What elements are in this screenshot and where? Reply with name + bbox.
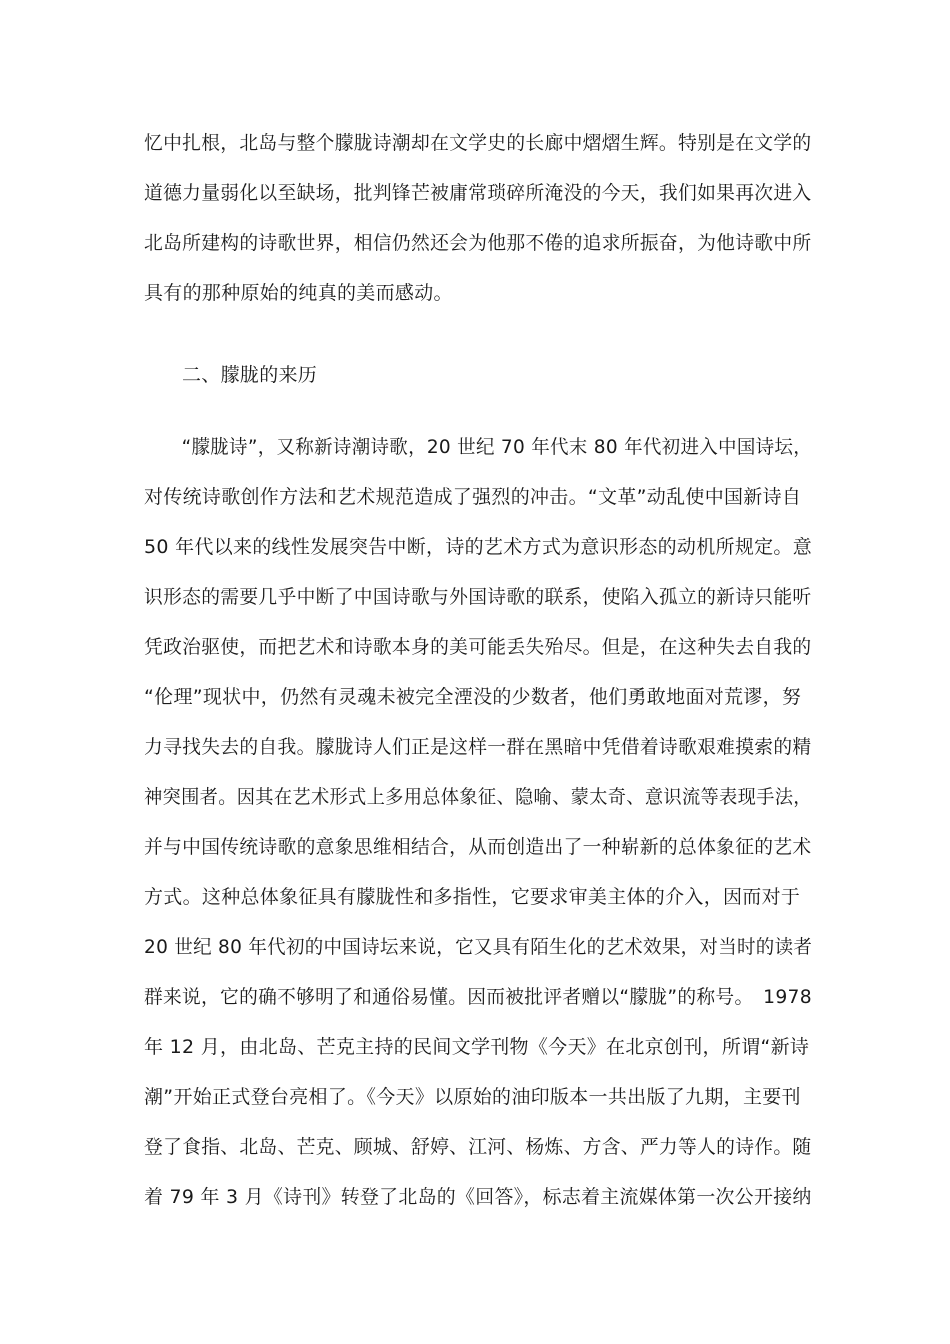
text-line: 并与中国传统诗歌的意象思维相结合，从而创造出了一种崭新的总体象征的艺术 [144, 836, 812, 858]
text-line: 年 12 月，由北岛、芒克主持的民间文学刊物《今天》在北京创刊，所谓“新诗 [144, 1036, 810, 1058]
section-heading: 二、朦胧的来历 [182, 364, 318, 386]
text-line: 北岛所建构的诗歌世界，相信仍然还会为他那不倦的追求所振奋，为他诗歌中所 [144, 232, 812, 254]
text-line: 识形态的需要几乎中断了中国诗歌与外国诗歌的联系，使陷入孤立的新诗只能听 [144, 586, 812, 608]
text-line: “伦理”现状中，仍然有灵魂未被完全湮没的少数者，他们勇敢地面对荒谬，努 [144, 686, 802, 708]
text-line: “朦胧诗”，又称新诗潮诗歌，20 世纪 70 年代末 80 年代初进入中国诗坛， [144, 436, 813, 458]
text-line: 凭政治驱使，而把艺术和诗歌本身的美可能丢失殆尽。但是，在这种失去自我的 [144, 636, 812, 658]
text-line: 道德力量弱化以至缺场，批判锋芒被庸常琐碎所淹没的今天，我们如果再次进入 [144, 182, 812, 204]
text-line: 登了食指、北岛、芒克、顾城、舒婷、江河、杨炼、方含、严力等人的诗作。随 [144, 1136, 812, 1158]
text-line: 对传统诗歌创作方法和艺术规范造成了强烈的冲击。“文革”动乱使中国新诗自 [144, 486, 802, 508]
document-page [144, 118, 812, 1222]
text-line: 20 世纪 80 年代初的中国诗坛来说，它又具有陌生化的艺术效果，对当时的读者 [144, 936, 813, 958]
text-line: 潮”开始正式登台亮相了。《今天》以原始的油印版本一共出版了九期，主要刊 [144, 1086, 801, 1108]
text-line: 50 年代以来的线性发展突告中断，诗的艺术方式为意识形态的动机所规定。意 [144, 536, 813, 558]
text-line: 力寻找失去的自我。朦胧诗人们正是这样一群在黑暗中凭借着诗歌艰难摸索的精 [144, 736, 812, 758]
paragraph-origin [144, 422, 812, 1222]
text-line: 具有的那种原始的纯真的美而感动。 [144, 282, 453, 304]
text-line: 群来说，它的确不够明了和通俗易懂。因而被批评者赠以“朦胧”的称号。 1978 [144, 986, 812, 1008]
text-line: 忆中扎根，北岛与整个朦胧诗潮却在文学史的长廊中熠熠生辉。特别是在文学的 [144, 132, 812, 154]
text-line: 方式。这种总体象征具有朦胧性和多指性，它要求审美主体的介入，因而对于 [144, 886, 801, 908]
paragraph-closing [144, 118, 812, 318]
text-line: 神突围者。因其在艺术形式上多用总体象征、隐喻、蒙太奇、意识流等表现手法， [144, 786, 812, 808]
text-line: 着 79 年 3 月《诗刊》转登了北岛的《回答》，标志着主流媒体第一次公开接纳 [144, 1186, 812, 1208]
